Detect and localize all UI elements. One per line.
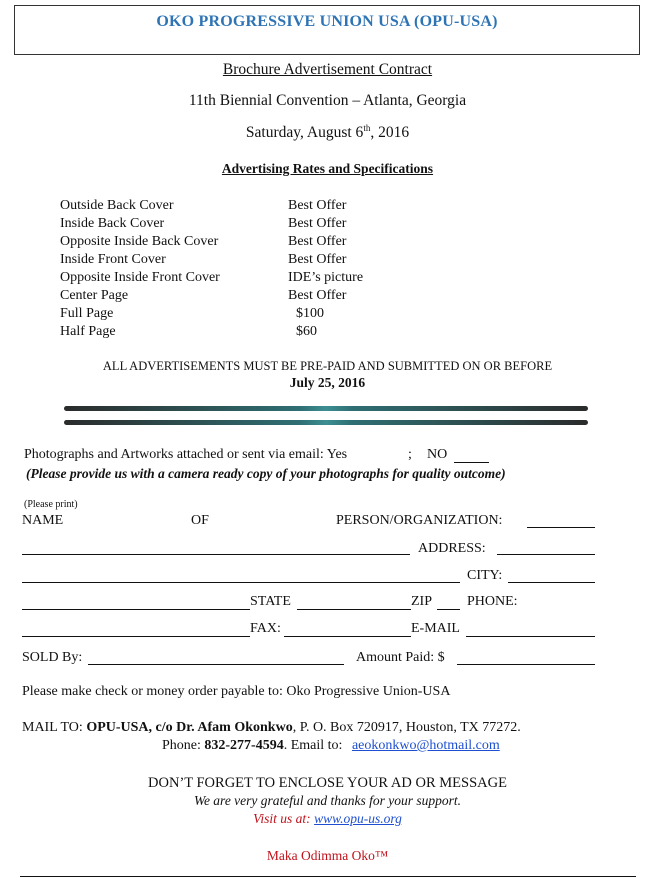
street-field-line[interactable] xyxy=(22,609,250,610)
website-link[interactable]: www.opu-us.org xyxy=(314,811,402,826)
rates-heading: Advertising Rates and Specifications xyxy=(221,161,434,176)
rate-value: $100 xyxy=(296,306,324,321)
mail-to-line xyxy=(22,720,521,736)
rate-row xyxy=(60,323,380,341)
email-field[interactable] xyxy=(466,636,595,637)
photos-question: Photographs and Artworks attached or sent via email: Yes xyxy=(24,447,348,462)
phone-number: 832-277-4594 xyxy=(204,738,284,753)
convention-title: 11th Biennial Convention – Atlanta, Georgia xyxy=(188,92,467,109)
amount-paid-field[interactable] xyxy=(457,664,595,665)
rate-name: Inside Back Cover xyxy=(60,216,165,231)
header-box xyxy=(14,5,640,55)
person-org-field[interactable] xyxy=(527,527,595,528)
mail-address: , P. O. Box 720917, Houston, TX 77272. xyxy=(292,720,521,735)
sold-by-field[interactable] xyxy=(88,664,344,665)
email-text-label: . Email to: xyxy=(283,738,343,753)
rate-row xyxy=(60,269,380,287)
email-label: E-MAIL xyxy=(411,621,460,636)
visit-label: Visit us at: xyxy=(253,811,311,826)
rate-name: Full Page xyxy=(60,306,114,321)
photos-note: (Please provide us with a camera ready copy of your photographs for quality outcome) xyxy=(26,466,506,481)
state-label: STATE xyxy=(250,594,291,609)
rates-table xyxy=(60,197,380,341)
visit-line xyxy=(0,811,655,827)
person-org-label: PERSON/ORGANIZATION: xyxy=(336,513,503,528)
rate-name: Opposite Inside Front Cover xyxy=(60,270,220,285)
address-label: ADDRESS: xyxy=(418,541,486,556)
phone-text-label: Phone: xyxy=(162,738,201,753)
payment-instructions: Please make check or money order payable to: Oko Progressive Union-USA xyxy=(22,684,451,699)
rate-row xyxy=(60,251,380,269)
rate-value: Best Offer xyxy=(288,216,347,231)
contract-title-row xyxy=(0,61,655,79)
rate-row xyxy=(60,287,380,305)
organization-title: OKO PROGRESSIVE UNION USA (OPU-USA) xyxy=(156,13,498,30)
photos-no-label: NO xyxy=(427,447,448,462)
rate-name: Center Page xyxy=(60,288,129,303)
city-label: CITY: xyxy=(467,568,503,583)
thanks-text: We are very grateful and thanks for your support. xyxy=(193,793,462,808)
name-label: NAME xyxy=(22,513,64,528)
rate-name: Opposite Inside Back Cover xyxy=(60,234,219,249)
rate-value: $60 xyxy=(296,324,317,339)
divider-bar xyxy=(64,420,588,425)
rates-heading-row xyxy=(0,161,655,177)
bottom-rule xyxy=(20,876,636,877)
rate-row xyxy=(60,233,380,251)
rate-name: Half Page xyxy=(60,324,116,339)
rate-value: Best Offer xyxy=(288,252,347,267)
divider-bar xyxy=(64,406,588,411)
mail-recipient: OPU-USA, c/o Dr. Afam Okonkwo xyxy=(86,720,293,735)
rate-value: Best Offer xyxy=(288,288,347,303)
rate-name: Inside Front Cover xyxy=(60,252,166,267)
address-field[interactable] xyxy=(497,554,595,555)
address-field-line[interactable] xyxy=(22,582,460,583)
amount-paid-label: Amount Paid: $ xyxy=(356,650,445,665)
prepaid-notice: ALL ADVERTISEMENTS MUST BE PRE-PAID AND SUBMITTED ON OR BEFORE xyxy=(102,359,553,373)
phone-label: PHONE: xyxy=(467,594,518,609)
mail-contact-line xyxy=(162,738,500,754)
convention-date xyxy=(0,123,655,142)
rate-value: IDE’s picture xyxy=(288,270,364,285)
mail-to-label: MAIL TO: xyxy=(22,720,83,735)
date-prefix: Saturday, August 6 xyxy=(245,124,364,142)
city-field[interactable] xyxy=(508,582,595,583)
contract-title: Brochure Advertisement Contract xyxy=(222,61,433,78)
rate-row xyxy=(60,305,380,323)
sold-by-label: SOLD By: xyxy=(22,650,83,665)
name-field-line[interactable] xyxy=(22,554,410,555)
date-suffix: , 2016 xyxy=(370,124,410,142)
rate-row xyxy=(60,197,380,215)
rate-row xyxy=(60,215,380,233)
zip-label: ZIP xyxy=(411,594,432,609)
deadline-date: July 25, 2016 xyxy=(289,375,366,390)
contact-field-line[interactable] xyxy=(22,636,250,637)
rate-name: Outside Back Cover xyxy=(60,198,174,213)
email-link[interactable]: aeokonkwo@hotmail.com xyxy=(351,738,500,753)
rate-value: Best Offer xyxy=(288,234,347,249)
fax-label: FAX: xyxy=(250,621,281,636)
photos-separator: ; xyxy=(408,447,412,462)
reminder-text: DON’T FORGET TO ENCLOSE YOUR AD OR MESSAGE xyxy=(148,775,507,791)
state-field[interactable] xyxy=(297,609,411,610)
of-label: OF xyxy=(191,513,209,528)
photos-no-field[interactable] xyxy=(454,462,489,463)
date-sup: th xyxy=(363,123,371,133)
fax-field[interactable] xyxy=(284,636,411,637)
motto: Maka Odimma Oko™ xyxy=(266,848,389,863)
rate-value: Best Offer xyxy=(288,198,347,213)
please-print: (Please print) xyxy=(24,499,78,510)
zip-field[interactable] xyxy=(437,609,460,610)
